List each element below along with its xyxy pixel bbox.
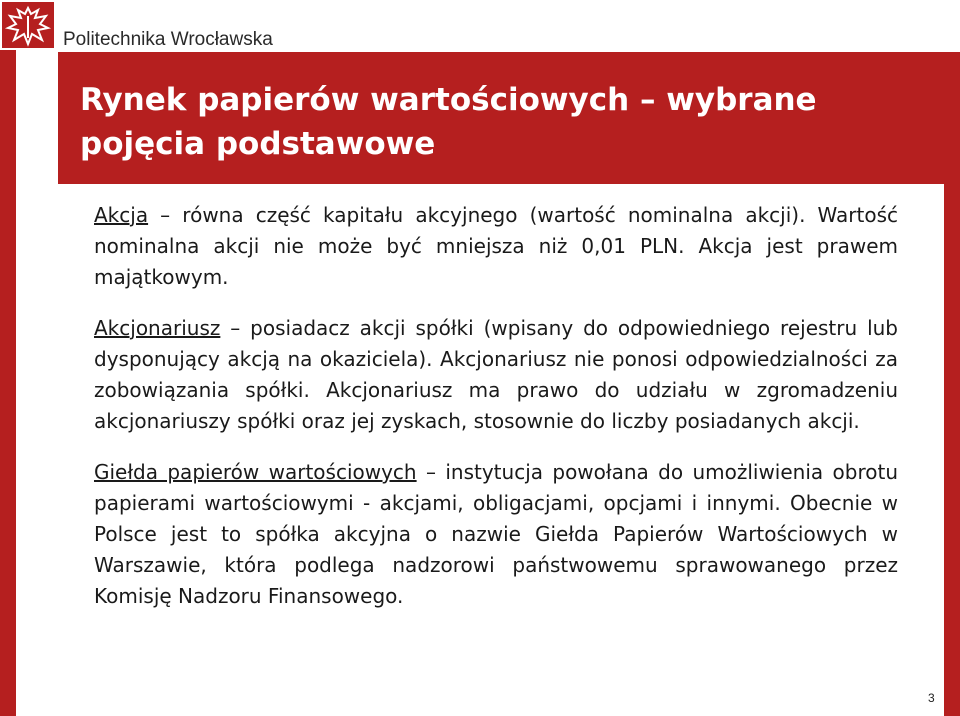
slide-title: Rynek papierów wartościowych – wybrane pojęcia podstawowe — [80, 82, 817, 162]
definition-text: – równa część kapitału akcyjnego (wartość nominalna akcji). Wartość nominalna akcji nie może być mniejsza niż 0,01 PLN. Akcja jest prawem majątkowym. — [94, 203, 898, 289]
definitions-list — [94, 200, 898, 632]
left-accent-bar — [0, 50, 16, 716]
definition-term: Akcja — [94, 203, 149, 227]
definition-term: Giełda papierów wartościowych — [94, 460, 417, 484]
definition-text: – instytucja powołana do umożliwienia obrotu papierami wartościowymi - akcjami, obligacjami, opcjami i innymi. Obecnie w Polsce jest to spółka akcyjna o nazwie Giełda Papierów Wartościowych w Warszawie, która podlega nadzorowi państwowemu sprawowanego przez Komisję Nadzoru Finansowego. — [94, 460, 898, 608]
definition-akcja — [94, 200, 898, 293]
definition-gielda — [94, 457, 898, 612]
institution-name: Politechnika Wrocławska — [63, 29, 273, 50]
definition-akcjonariusz — [94, 313, 898, 437]
eagle-icon — [2, 2, 54, 48]
definition-text: – posiadacz akcji spółki (wpisany do odpowiedniego rejestru lub dysponujący akcją na okaziciela). Akcjonariusz nie ponosi odpowiedzialności za zobowiązania spółki. Akcjonariusz ma prawo do udziału w zgromadzeniu akcjonariuszy spółki oraz jej zyskach, stosownie do liczby posiadanych akcji. — [94, 316, 898, 433]
page-number: 3 — [928, 691, 935, 705]
right-accent-bar — [944, 52, 960, 716]
university-logo — [2, 2, 54, 48]
definition-term: Akcjonariusz — [94, 316, 221, 340]
